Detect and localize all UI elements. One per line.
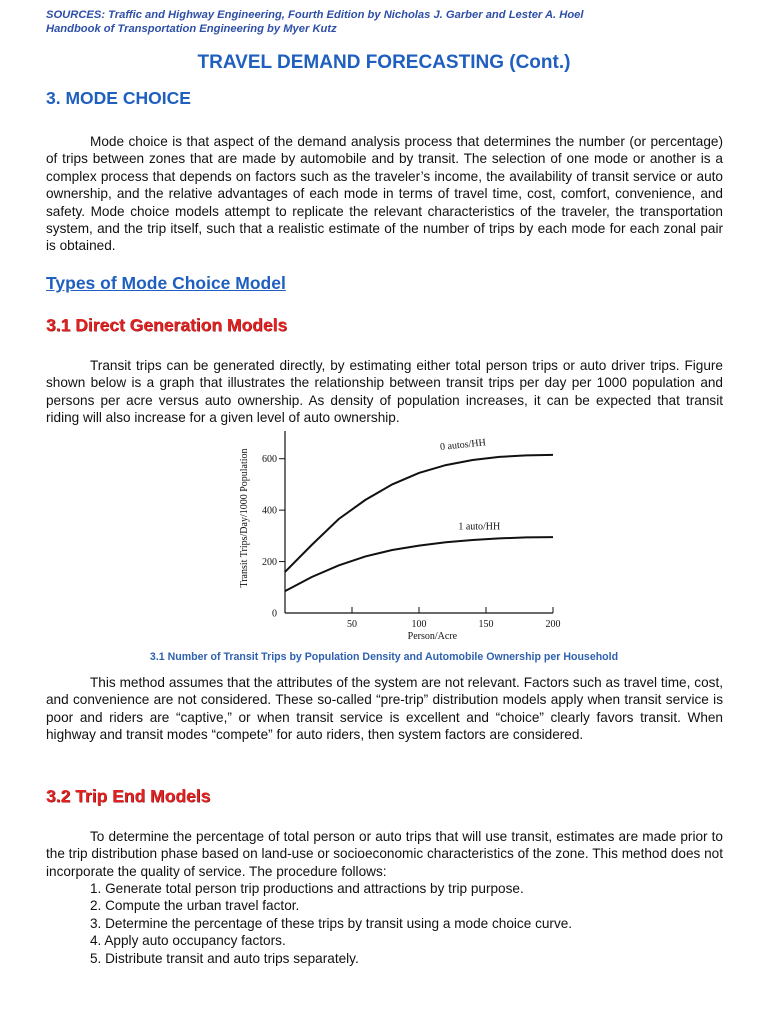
- y-tick-label: 200: [262, 557, 277, 569]
- procedure-step: 2. Compute the urban travel factor.: [90, 898, 300, 914]
- y-tick-label: 400: [262, 505, 277, 517]
- section-3-2-paragraph: To determine the percentage of total person or auto trips that will use transit, estimates are made prior to the trip distribution phase based on land-use or socioeconomic characteristics of the zone. This method does not incorporate the quality of service. The procedure follows:: [46, 829, 723, 879]
- x-tick-label: 150: [478, 619, 494, 630]
- section-3-heading: 3. MODE CHOICE: [46, 88, 191, 108]
- page-title: TRAVEL DEMAND FORECASTING (Cont.): [197, 52, 571, 73]
- x-axis-label: Person/Acre: [407, 631, 458, 642]
- procedure-step: 4. Apply auto occupancy factors.: [90, 933, 286, 949]
- procedure-steps: [90, 880, 572, 967]
- series-label: 1 auto/HH: [458, 521, 501, 533]
- procedure-step: 1. Generate total person trip productions and attractions by trip purpose.: [90, 881, 524, 896]
- sources-line-1: SOURCES: Traffic and Highway Engineering, Fourth Edition by Nicholas J. Garber and Lester A. Hoel: [46, 9, 584, 21]
- y-tick-label: 600: [262, 454, 277, 466]
- series-line-zero-autos: [285, 455, 553, 572]
- series-label: 0 autos/HH: [439, 437, 487, 454]
- x-tick-label: 200: [545, 619, 561, 630]
- section-3-1-paragraph-1: Transit trips can be generated directly, by estimating either total person trips or auto driver trips. Figure shown below is a graph that illustrates the relationship between transit trips per day per 1000 population and persons per acre versus auto ownership. As density of population increases, it can be expected that transit riding will also increase for a given level of auto ownership.: [46, 358, 723, 426]
- y-axis-label: Transit Trips/Day/1000 Population: [239, 448, 250, 588]
- y-tick-label: 0: [272, 608, 277, 620]
- x-tick-label: 50: [347, 619, 357, 630]
- transit-trips-chart: [230, 430, 580, 645]
- sources-line-2: Handbook of Transportation Engineering by Myer Kutz: [46, 23, 337, 35]
- series-line-one-auto: [285, 537, 553, 591]
- section-3-1-heading: 3.1 Direct Generation Models: [46, 315, 288, 335]
- sources-note: [46, 8, 584, 36]
- figure-caption: 3.1 Number of Transit Trips by Population Density and Automobile Ownership per Household: [149, 651, 619, 663]
- x-tick-label: 100: [411, 619, 427, 630]
- procedure-step: 5. Distribute transit and auto trips separately.: [90, 950, 359, 966]
- procedure-step: 3. Determine the percentage of these trips by transit using a mode choice curve.: [90, 915, 573, 931]
- section-3-paragraph: Mode choice is that aspect of the demand analysis process that determines the number (or percentage) of trips between zones that are made by automobile and by transit. The selection of one mode or another is a complex process that depends on factors such as the traveler’s income, the availability of transit service or auto ownership, and the relative advantages of each mode in terms of travel time, cost, comfort, convenience, and safety. Mode choice models attempt to replicate the relevant characteristics of the traveler, the transportation system, and the trip itself, such that a realistic estimate of the number of trips by each mode for each zonal pair is obtained.: [46, 134, 723, 254]
- section-3-2-heading: 3.2 Trip End Models: [46, 786, 211, 806]
- section-3-1-paragraph-2: This method assumes that the attributes of the system are not relevant. Factors such as travel time, cost, and convenience are not considered. These so-called “pre-trip” distribution models apply when transit service is poor and riders are “captive,” or when transit service is excellent and “choice” clearly favors transit. When highway and transit modes “compete” for auto riders, then system factors are considered.: [46, 675, 723, 743]
- types-heading: Types of Mode Choice Model: [46, 273, 286, 293]
